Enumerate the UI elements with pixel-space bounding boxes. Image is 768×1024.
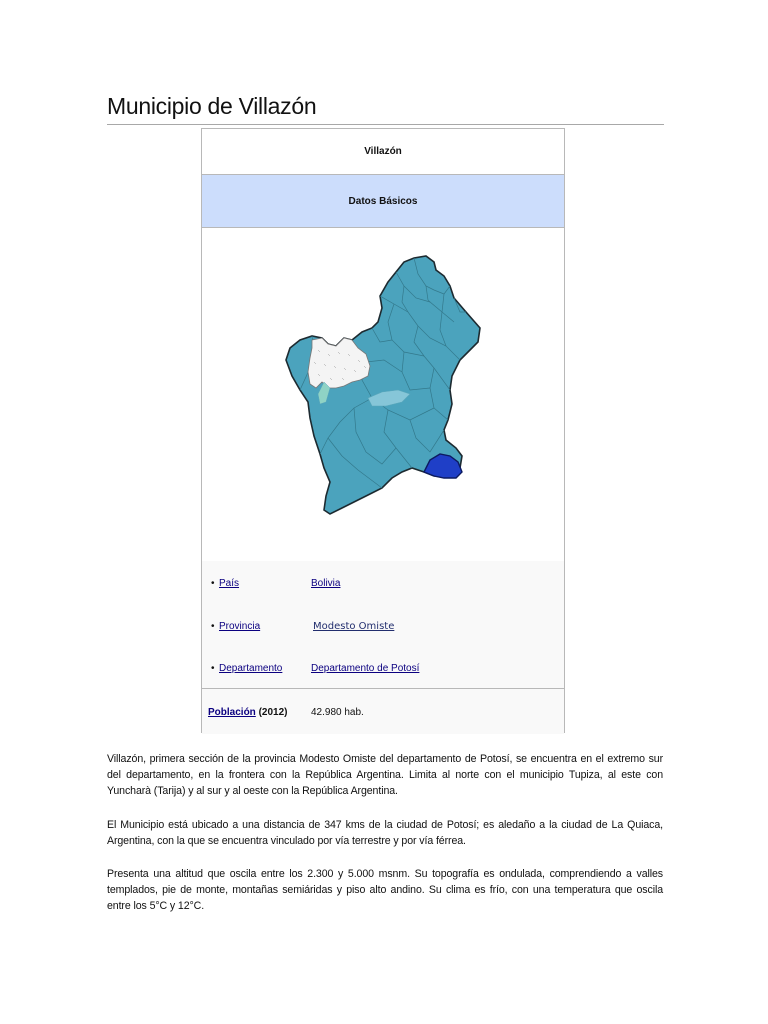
paragraph-distance: El Municipio está ubicado a una distancia de 347 kms de la ciudad de Potosí; es aledaño a la ciudad de La Quiaca, Argentina, con la que se encuentra vinculado por vía terrestre y por vía férrea. — [107, 819, 663, 847]
infobox — [201, 128, 565, 733]
departamento-potosi-link[interactable]: Departamento de Potosí — [311, 663, 420, 674]
bolivia-link[interactable]: Bolivia — [311, 578, 341, 589]
population-value: 42.980 hab. — [311, 707, 364, 718]
infobox-data-rows — [202, 561, 564, 688]
provincia-link[interactable]: Provincia — [219, 621, 261, 632]
departamento-link[interactable]: Departamento — [219, 663, 283, 674]
bullet: • — [211, 621, 215, 632]
infobox-title: Villazón — [364, 146, 402, 157]
infobox-section-header: Datos Básicos — [202, 174, 564, 228]
population-year: (2012) — [258, 707, 288, 718]
infobox-row-departamento — [202, 663, 564, 683]
infobox-row-pais — [202, 578, 564, 598]
poblacion-link[interactable]: Población — [208, 707, 256, 718]
modesto-omiste-link[interactable]: Modesto Omiste — [313, 621, 395, 632]
potosi-department-map — [284, 242, 484, 522]
population-label — [208, 707, 287, 718]
infobox-row-provincia — [202, 621, 564, 641]
bullet: • — [211, 663, 215, 674]
pais-link[interactable]: País — [219, 578, 240, 589]
title-divider — [107, 124, 664, 125]
bullet: • — [211, 578, 215, 589]
paragraph-location: Villazón, primera sección de la provincia Modesto Omiste del departamento de Potosí, se encuentra en el extremo sur del departamento, en la frontera con la República Argentina. Limita al norte con el municipio Tupiza, al este con Yuncharà (Tarija) y al sur y al oeste con la República Argentina. — [107, 753, 663, 797]
paragraph-climate: Presenta una altitud que oscila entre los 2.300 y 5.000 msnm. Su topografía es ondulada, comprendiendo a valles templados, pie de monte, montañas semiáridas y piso alto andino. Su clima es frío, con una temperatura que oscila entre los 5°C y 12°C. — [107, 868, 663, 912]
infobox-population-row — [202, 688, 564, 734]
infobox-map-area — [202, 228, 564, 561]
page-title: Municipio de Villazón — [107, 93, 317, 119]
